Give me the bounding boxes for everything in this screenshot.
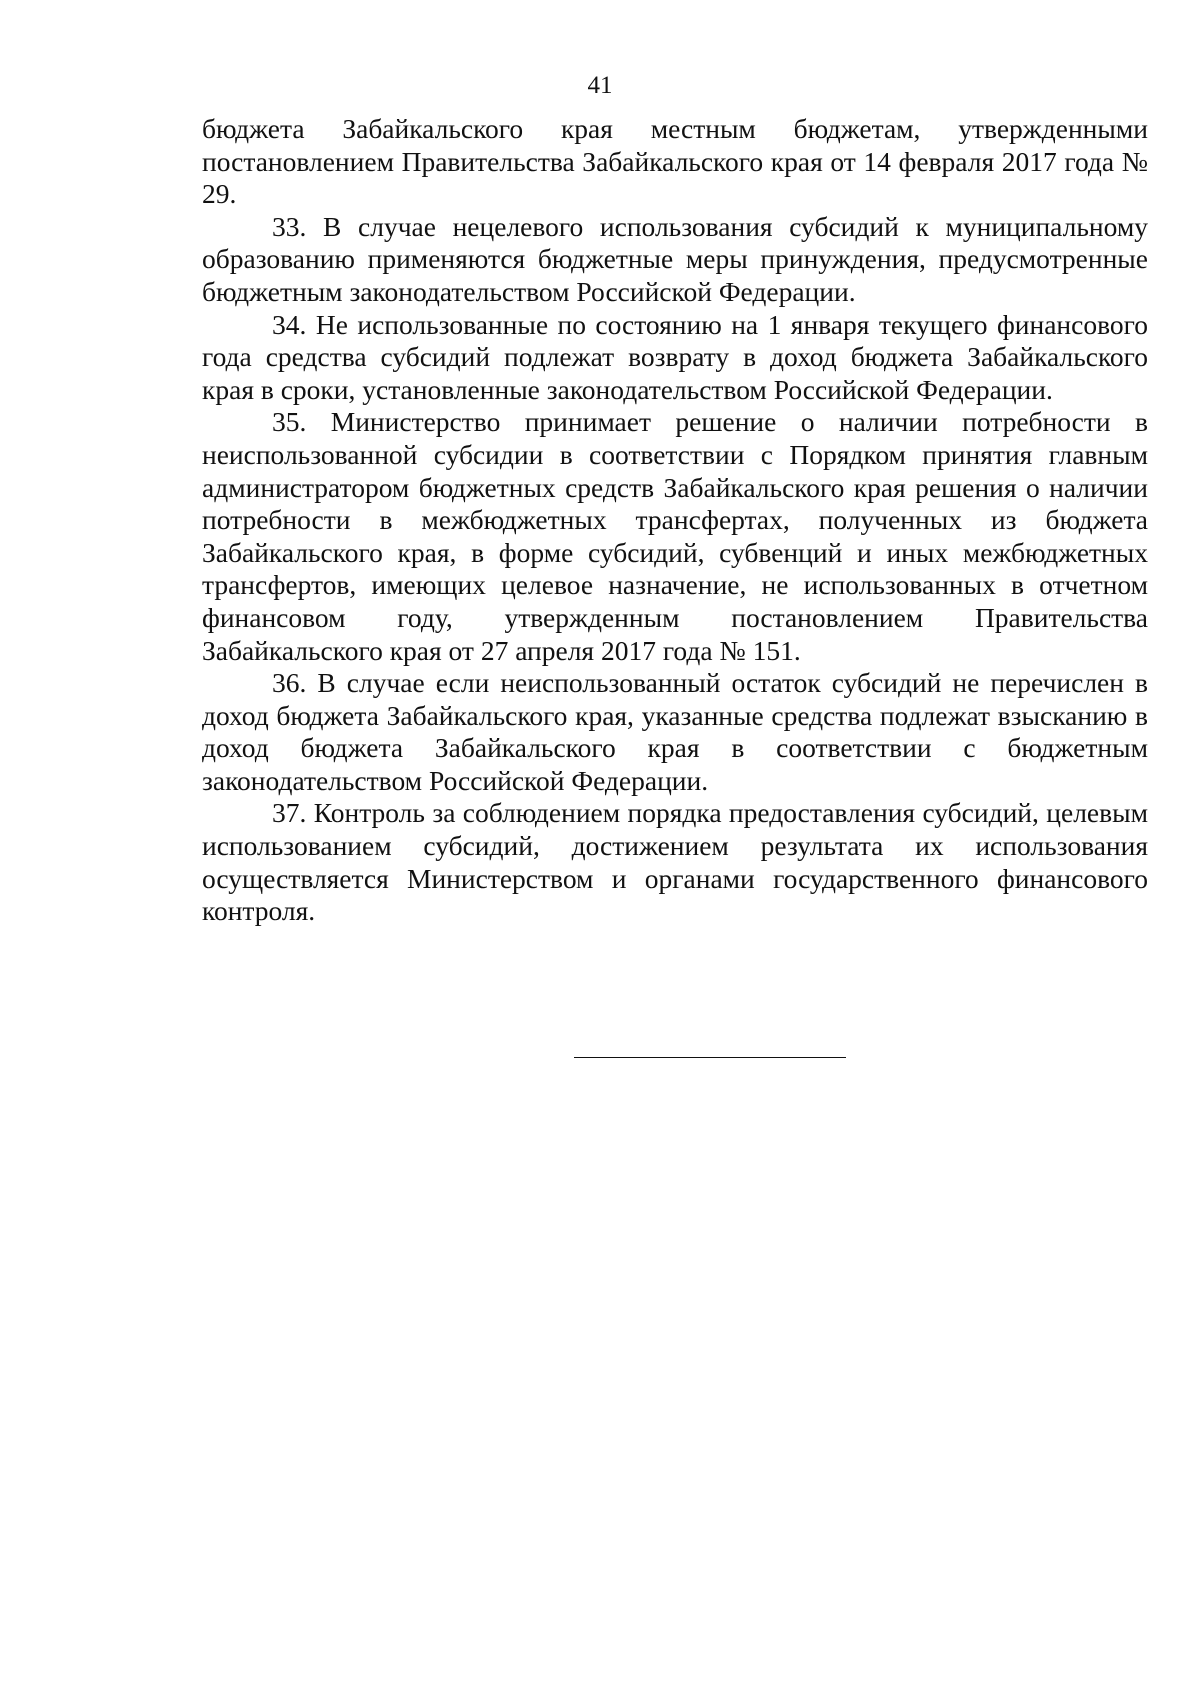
page-number: 41: [587, 72, 613, 99]
paragraph-33: 33. В случае нецелевого использования субсидий к муниципальному образованию применяются бюджетные меры принуждения, предусмотренные бюджетным законодательством Российской Федерации.: [202, 210, 1148, 307]
paragraph-34: 34. Не использованные по состоянию на 1 января текущего финансового года средства субсидий подлежат возврату в доход бюджета Забайкальского края в сроки, установленные законодательством Российской Федерации.: [202, 308, 1148, 405]
paragraph-36: 36. В случае если неиспользованный остаток субсидий не перечислен в доход бюджета Забайкальского края, указанные средства подлежат взысканию в доход бюджета Забайкальского края в соответствии с бюджетным законодательством Российской Федерации.: [202, 667, 1148, 796]
paragraph-37: 37. Контроль за соблюдением порядка предоставления субсидий, целевым использованием субсидий, достижением результата их использования осуществляется Министерством и органами государственного финансового контроля.: [202, 797, 1148, 927]
document-body: [202, 113, 1148, 928]
end-of-document-rule: [574, 1057, 846, 1058]
paragraph-35: 35. Министерство принимает решение о наличии потребности в неиспользованной субсидии в соответствии с Порядком принятия главным администратором бюджетных средств Забайкальского края решения о наличии потребности в межбюджетных трансфертах, полученных из бюджета Забайкальского края, в форме субсидий, субвенций и иных межбюджетных трансфертов, имеющих целевое назначение, не использованных в отчетном финансовом году, утвержденным постановлением Правительства Забайкальского края от 27 апреля 2017 года № 151.: [202, 406, 1148, 666]
paragraph-continuation: бюджета Забайкальского края местным бюджетам, утвержденными постановлением Правительства Забайкальского края от 14 февраля 2017 года № 29.: [202, 113, 1148, 210]
